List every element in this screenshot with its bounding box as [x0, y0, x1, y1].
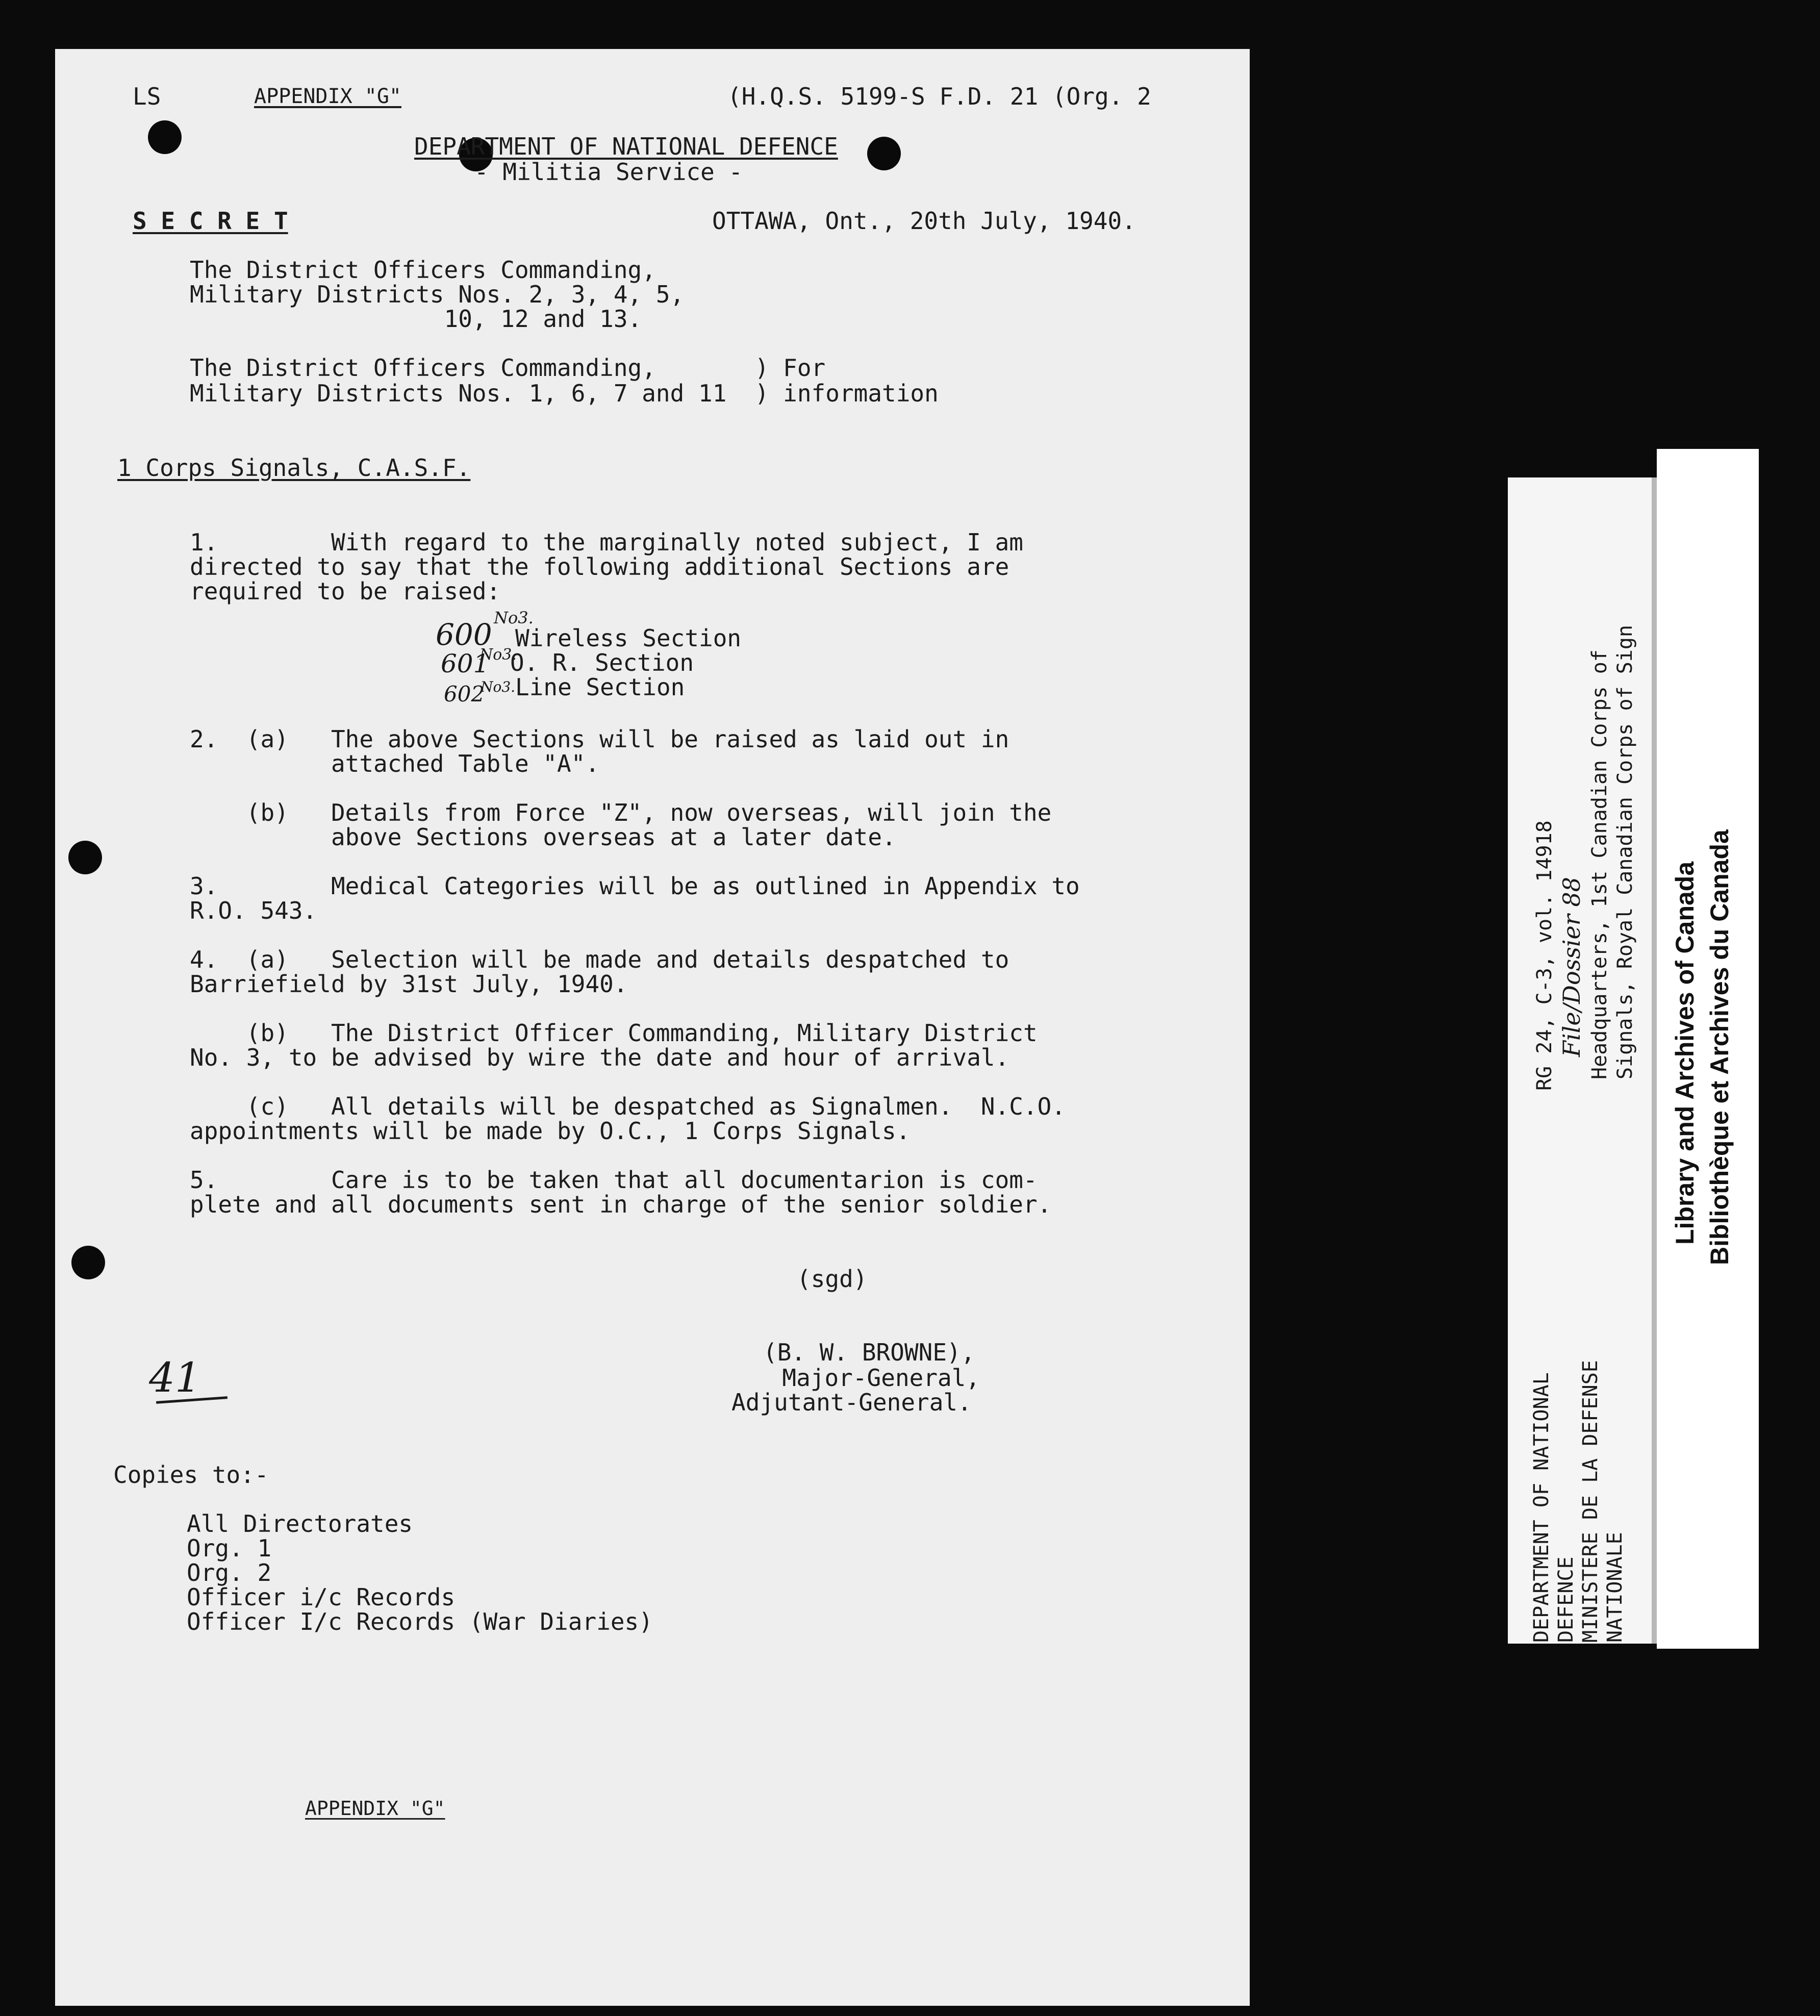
- copy-recipient: Org. 1: [187, 1534, 272, 1562]
- handwritten-number: 601: [441, 649, 490, 678]
- copy-recipient: Officer I/c Records (War Diaries): [187, 1608, 653, 1635]
- paragraph-2b-line: (b) Details from Force "Z", now overseas, will join the: [190, 799, 1052, 826]
- section-item: O. R. Section: [510, 649, 694, 676]
- appendix-bottom: APPENDIX "G": [305, 1797, 445, 1820]
- handwritten-initial: 41: [149, 1354, 201, 1401]
- lac-label-english: Library and Archives of Canada: [1671, 861, 1699, 1245]
- department-label-line: NATIONALE: [1603, 1532, 1627, 1643]
- paragraph-5-line: plete and all documents sent in charge of the senior soldier.: [190, 1191, 1052, 1218]
- paragraph-4c-line: (c) All details will be despatched as Signalmen. N.C.O.: [190, 1093, 1066, 1120]
- copy-recipient: All Directorates: [187, 1510, 413, 1538]
- lac-label-french: Bibliothèque et Archives du Canada: [1705, 829, 1734, 1265]
- handwritten-prefix: No3.: [494, 608, 534, 627]
- addressee-line: 10, 12 and 13.: [190, 305, 642, 333]
- paragraph-2a-line: attached Table "A".: [190, 750, 600, 777]
- paragraph-3-line: R.O. 543.: [190, 897, 317, 924]
- handwritten-prefix: No3.: [481, 678, 516, 695]
- info-addressee-line: Military Districts Nos. 1, 6, 7 and 11 ) information: [190, 380, 939, 407]
- paragraph-4b-line: No. 3, to be advised by wire the date and hour of arrival.: [190, 1044, 1009, 1071]
- file-reference: (H.Q.S. 5199-S F.D. 21 (Org. 2: [727, 83, 1151, 110]
- service-heading: - Militia Service -: [474, 158, 743, 186]
- copy-recipient: Org. 2: [187, 1559, 272, 1586]
- punch-hole: [867, 137, 901, 170]
- section-item: Line Section: [515, 673, 685, 701]
- handwritten-number: 602: [444, 682, 485, 707]
- addressee-line: The District Officers Commanding,: [190, 256, 656, 284]
- paragraph-4a-line: 4. (a) Selection will be made and details despatched to: [190, 946, 1009, 973]
- department-label-line: DEPARTMENT OF NATIONAL: [1530, 1372, 1553, 1643]
- signature-line: Major-General,: [754, 1364, 980, 1392]
- page-code: LS: [133, 83, 161, 110]
- archive-file-handwritten: File/Dossier 88: [1558, 877, 1585, 1057]
- section-item: Wireless Section: [515, 624, 742, 652]
- paragraph-1-line: directed to say that the following additional Sections are: [190, 553, 1009, 581]
- classification: S E C R E T: [133, 207, 288, 235]
- signed-marker: (sgd): [797, 1265, 868, 1293]
- paragraph-4a-line: Barriefield by 31st July, 1940.: [190, 970, 628, 998]
- subject-line: 1 Corps Signals, C.A.S.F.: [117, 454, 471, 482]
- department-label-line: MINISTERE DE LA DEFENSE: [1579, 1360, 1602, 1643]
- place-date: OTTAWA, Ont., 20th July, 1940.: [712, 207, 1136, 235]
- paragraph-4c-line: appointments will be made by O.C., 1 Corps Signals.: [190, 1117, 911, 1145]
- paragraph-2b-line: above Sections overseas at a later date.: [190, 823, 896, 851]
- signature-line: Adjutant-General.: [731, 1389, 972, 1416]
- paragraph-1-line: required to be raised:: [190, 577, 501, 605]
- punch-hole: [71, 1246, 105, 1279]
- archive-reference-line: Headquarters, 1st Canadian Corps of: [1588, 649, 1611, 1079]
- paragraph-3-line: 3. Medical Categories will be as outlined in Appendix to: [190, 872, 1080, 900]
- addressee-line: Military Districts Nos. 2, 3, 4, 5,: [190, 281, 685, 308]
- appendix-top: APPENDIX "G": [254, 85, 401, 108]
- archive-reference-line: RG 24, C-3, vol. 14918: [1533, 820, 1556, 1091]
- copies-heading: Copies to:-: [113, 1461, 269, 1489]
- department-heading: DEPARTMENT OF NATIONAL DEFENCE: [414, 133, 838, 160]
- signature-line: (B. W. BROWNE),: [763, 1339, 975, 1366]
- paragraph-2a-line: 2. (a) The above Sections will be raised as laid out in: [190, 725, 1009, 753]
- punch-hole: [68, 841, 102, 874]
- paragraph-4b-line: (b) The District Officer Commanding, Military District: [190, 1019, 1038, 1047]
- handwritten-prefix: No3.: [479, 646, 517, 664]
- archive-reference-line: Signals, Royal Canadian Corps of Sign: [1613, 624, 1637, 1079]
- info-addressee-line: The District Officers Commanding, ) For: [190, 354, 826, 382]
- handwritten-number: 600: [436, 617, 492, 652]
- paragraph-1-line: 1. With regard to the marginally noted subject, I am: [190, 528, 1023, 556]
- paragraph-5-line: 5. Care is to be taken that all documentarion is com-: [190, 1166, 1038, 1194]
- department-label-line: DEFENCE: [1554, 1556, 1578, 1643]
- punch-hole: [148, 120, 182, 154]
- copy-recipient: Officer i/c Records: [187, 1583, 456, 1611]
